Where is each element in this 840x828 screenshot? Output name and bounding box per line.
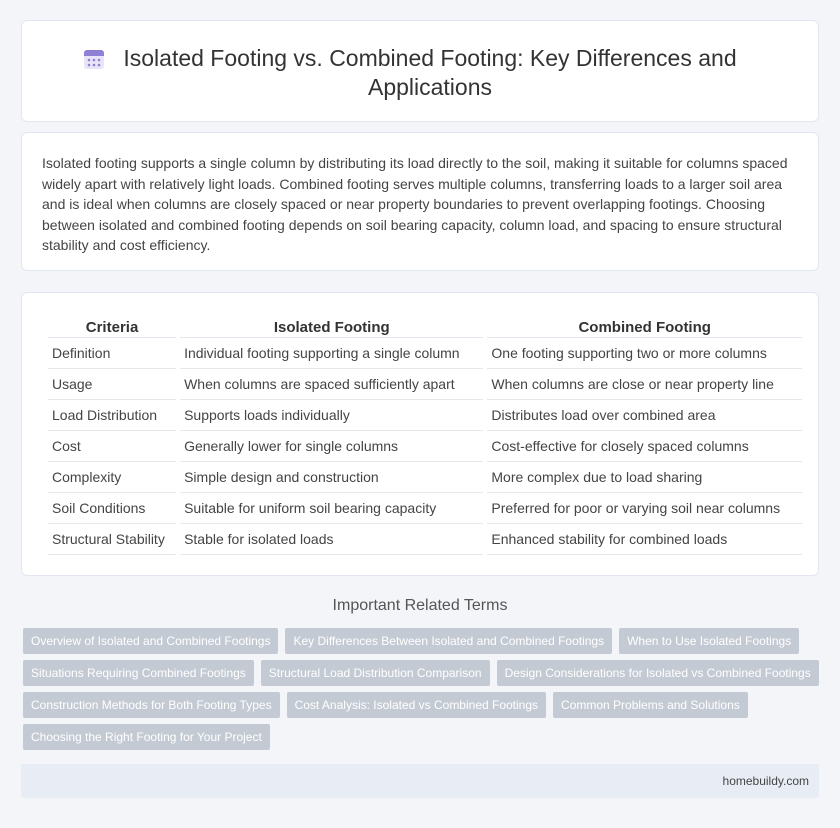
related-term-link[interactable]: Key Differences Between Isolated and Combined Footings xyxy=(285,628,612,654)
related-term-link[interactable]: Overview of Isolated and Combined Footings xyxy=(23,628,278,654)
related-term-link[interactable]: Choosing the Right Footing for Your Project xyxy=(23,724,270,750)
cell-criteria: Soil Conditions xyxy=(48,493,176,524)
cell-criteria: Usage xyxy=(48,369,176,400)
related-term-link[interactable]: Design Considerations for Isolated vs Combined Footings xyxy=(497,660,819,686)
cell-combined: Preferred for poor or varying soil near columns xyxy=(487,493,802,524)
related-term-link[interactable]: Construction Methods for Both Footing Types xyxy=(23,692,280,718)
table-row xyxy=(48,462,802,493)
cell-combined: More complex due to load sharing xyxy=(487,462,802,493)
related-term-link[interactable]: Structural Load Distribution Comparison xyxy=(261,660,490,686)
table-row xyxy=(48,369,802,400)
cell-criteria: Load Distribution xyxy=(48,400,176,431)
cell-isolated: Stable for isolated loads xyxy=(180,524,483,555)
cell-criteria: Cost xyxy=(48,431,176,462)
cell-combined: Enhanced stability for combined loads xyxy=(487,524,802,555)
table-row xyxy=(48,493,802,524)
page-title: Isolated Footing vs. Combined Footing: Key Differences and Applications xyxy=(123,45,737,100)
table-row xyxy=(48,400,802,431)
cell-combined: When columns are close or near property line xyxy=(487,369,802,400)
cell-combined: Cost-effective for closely spaced columns xyxy=(487,431,802,462)
title-card xyxy=(21,20,819,122)
cell-isolated: Suitable for uniform soil bearing capacity xyxy=(180,493,483,524)
intro-paragraph: Isolated footing supports a single column by distributing its load directly to the soil, making it suitable for columns spaced widely apart with relatively light loads. Combined footing serves multiple columns, transferring loads to a larger soil area and is ideal when columns are closely spaced or near property boundaries to prevent overlapping footings. Choosing between isolated and combined footing depends on soil bearing capacity, column load, and spacing to ensure structural stability and cost efficiency. xyxy=(42,155,788,254)
comparison-table xyxy=(44,316,806,555)
related-term-link[interactable]: Cost Analysis: Isolated vs Combined Footings xyxy=(287,692,546,718)
related-term-link[interactable]: Situations Requiring Combined Footings xyxy=(23,660,254,686)
cell-criteria: Definition xyxy=(48,338,176,369)
cell-combined: Distributes load over combined area xyxy=(487,400,802,431)
intro-card xyxy=(21,132,819,271)
related-terms-list xyxy=(23,628,823,750)
table-row xyxy=(48,338,802,369)
footer-site-name[interactable]: homebuildy.com xyxy=(722,774,809,788)
cell-isolated: Generally lower for single columns xyxy=(180,431,483,462)
cell-criteria: Structural Stability xyxy=(48,524,176,555)
table-header-row xyxy=(48,316,802,338)
related-term-link[interactable]: Common Problems and Solutions xyxy=(553,692,748,718)
related-terms-heading: Important Related Terms xyxy=(332,597,508,614)
header-isolated-footing: Isolated Footing xyxy=(180,316,483,338)
footer xyxy=(21,764,819,798)
cell-isolated: When columns are spaced sufficiently apart xyxy=(180,369,483,400)
cell-isolated: Supports loads individually xyxy=(180,400,483,431)
related-term-link[interactable]: When to Use Isolated Footings xyxy=(619,628,799,654)
cell-combined: One footing supporting two or more columns xyxy=(487,338,802,369)
cell-isolated: Individual footing supporting a single column xyxy=(180,338,483,369)
header-combined-footing: Combined Footing xyxy=(487,316,802,338)
header-criteria: Criteria xyxy=(48,316,176,338)
table-row xyxy=(48,431,802,462)
cell-criteria: Complexity xyxy=(48,462,176,493)
table-row xyxy=(48,524,802,555)
cell-isolated: Simple design and construction xyxy=(180,462,483,493)
comparison-card xyxy=(21,292,819,576)
